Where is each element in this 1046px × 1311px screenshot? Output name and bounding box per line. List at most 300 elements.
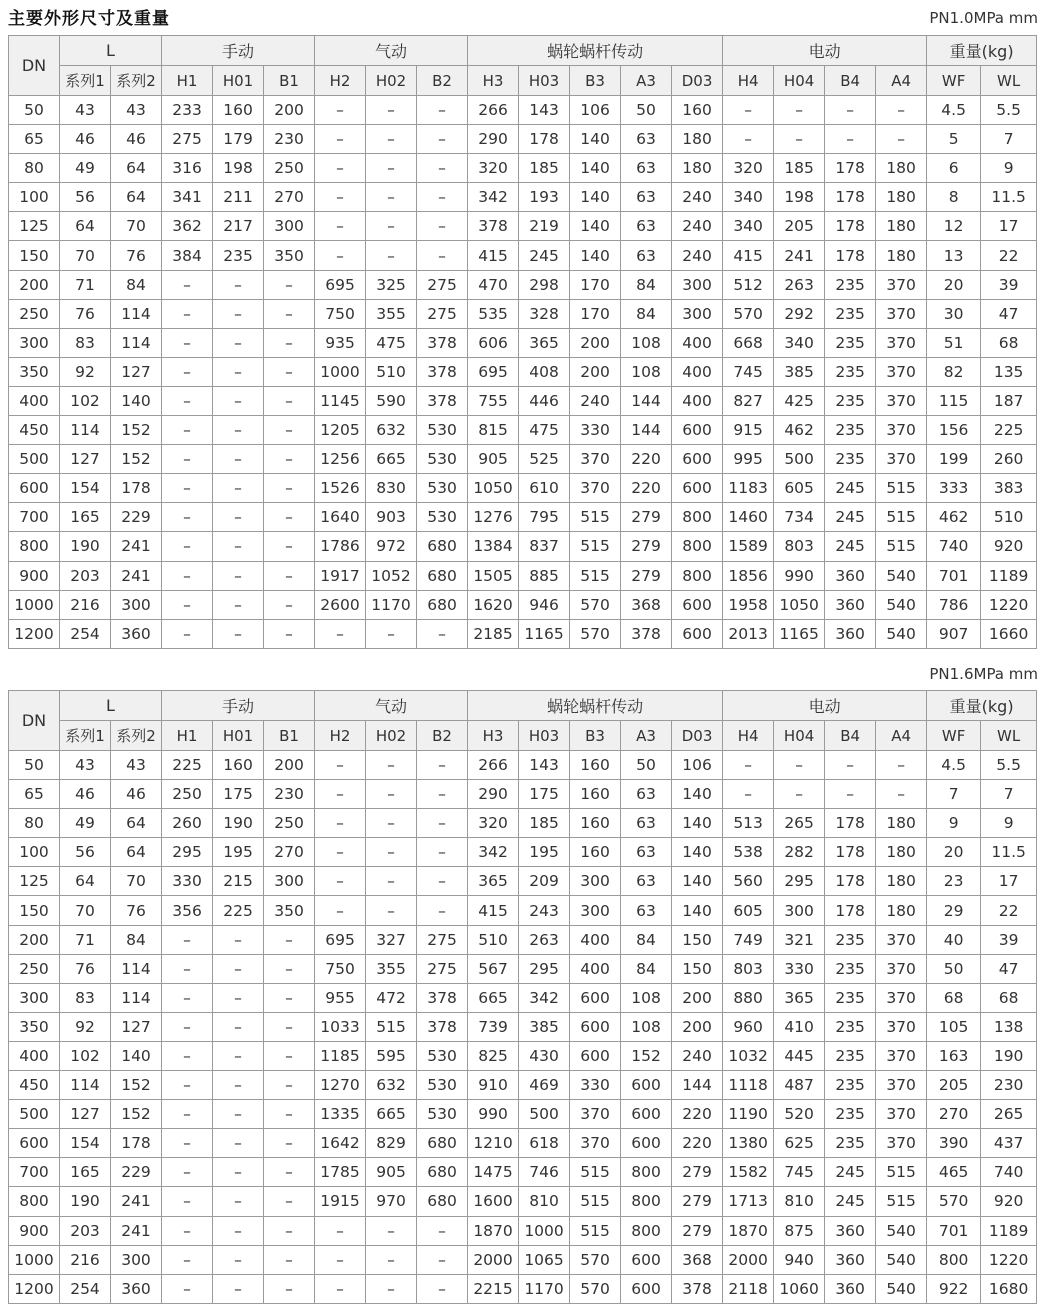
table-cell: 180 <box>876 183 927 212</box>
table-cell: 65 <box>9 125 60 154</box>
table-cell: 360 <box>825 1245 876 1274</box>
table-cell: 755 <box>468 386 519 415</box>
table-cell: – <box>162 590 213 619</box>
table-cell: 972 <box>366 532 417 561</box>
table-cell: 500 <box>9 445 60 474</box>
table-cell: 425 <box>774 386 825 415</box>
table-cell: 740 <box>981 1158 1037 1187</box>
table-cell: 340 <box>723 212 774 241</box>
table-row <box>9 532 1037 561</box>
table-cell: 430 <box>519 1041 570 1070</box>
table-cell: – <box>417 125 468 154</box>
table-cell: 960 <box>723 1012 774 1041</box>
table-cell: 415 <box>723 241 774 270</box>
table-cell: 515 <box>570 1216 621 1245</box>
table-cell: 915 <box>723 416 774 445</box>
table-cell: 469 <box>519 1071 570 1100</box>
table-cell: – <box>162 386 213 415</box>
table-cell: 11.5 <box>981 183 1037 212</box>
table-row <box>9 386 1037 415</box>
table-cell: 300 <box>672 299 723 328</box>
table-cell: 1640 <box>315 503 366 532</box>
table-cell: 362 <box>162 212 213 241</box>
table-cell: 632 <box>366 1071 417 1100</box>
table-cell: 263 <box>519 925 570 954</box>
table-row <box>9 357 1037 386</box>
table-cell: 739 <box>468 1012 519 1041</box>
table-cell: 749 <box>723 925 774 954</box>
table-cell: 46 <box>111 780 162 809</box>
table-cell: 76 <box>60 299 111 328</box>
table-cell: 800 <box>621 1216 672 1245</box>
header-sub-cell: B1 <box>264 66 315 96</box>
table-cell: 400 <box>570 925 621 954</box>
header-sub-cell: H03 <box>519 721 570 751</box>
table-cell: 590 <box>366 386 417 415</box>
table-cell: 462 <box>774 416 825 445</box>
header-group-l: L <box>60 691 162 721</box>
header-sub-cell: H1 <box>162 721 213 751</box>
header-dn: DN <box>9 36 60 96</box>
table-cell: 220 <box>672 1100 723 1129</box>
table-cell: 200 <box>264 751 315 780</box>
table-cell: 700 <box>9 503 60 532</box>
table-cell: 800 <box>672 561 723 590</box>
table-cell: 263 <box>774 270 825 299</box>
table-cell: – <box>264 299 315 328</box>
table-cell: 356 <box>162 896 213 925</box>
table-cell: 530 <box>417 1071 468 1100</box>
table-cell: 695 <box>315 925 366 954</box>
table-cell: 378 <box>468 212 519 241</box>
table-cell: 178 <box>825 241 876 270</box>
table-cell: 240 <box>570 386 621 415</box>
table-cell: 198 <box>774 183 825 212</box>
table-row <box>9 780 1037 809</box>
table-cell: 220 <box>672 1129 723 1158</box>
table-cell: 378 <box>672 1274 723 1303</box>
table-cell: – <box>213 925 264 954</box>
table-cell: – <box>264 561 315 590</box>
table-cell: 605 <box>723 896 774 925</box>
table-cell: – <box>366 809 417 838</box>
table-cell: 437 <box>981 1129 1037 1158</box>
table-cell: – <box>213 561 264 590</box>
table-cell: – <box>366 154 417 183</box>
table-cell: – <box>162 619 213 648</box>
table-cell: 360 <box>111 1274 162 1303</box>
table-cell: 180 <box>876 809 927 838</box>
table-cell: – <box>264 1012 315 1041</box>
table-cell: 190 <box>213 809 264 838</box>
table-cell: 279 <box>621 503 672 532</box>
table-cell: 1870 <box>723 1216 774 1245</box>
table-cell: 1384 <box>468 532 519 561</box>
table-cell: 160 <box>570 838 621 867</box>
table-row <box>9 241 1037 270</box>
table-cell: 152 <box>111 1100 162 1129</box>
table-cell: 540 <box>876 1274 927 1303</box>
table-cell: – <box>366 896 417 925</box>
table-cell: 540 <box>876 619 927 648</box>
table-cell: – <box>315 780 366 809</box>
table-cell: 203 <box>60 1216 111 1245</box>
table-cell: 1270 <box>315 1071 366 1100</box>
table-cell: – <box>162 1245 213 1274</box>
table-cell: 279 <box>621 532 672 561</box>
table-cell: 560 <box>723 867 774 896</box>
table-cell: 1033 <box>315 1012 366 1041</box>
table-cell: 595 <box>366 1041 417 1070</box>
table-cell: 320 <box>723 154 774 183</box>
table-cell: – <box>264 532 315 561</box>
table-cell: – <box>162 983 213 1012</box>
table-cell: – <box>162 925 213 954</box>
table-cell: 225 <box>162 751 213 780</box>
table-cell: 83 <box>60 328 111 357</box>
header-sub-cell: H02 <box>366 721 417 751</box>
table-cell: – <box>876 751 927 780</box>
table-cell: 250 <box>9 954 60 983</box>
table-cell: 408 <box>519 357 570 386</box>
table-row <box>9 867 1037 896</box>
table-cell: 12 <box>927 212 981 241</box>
table-cell: 250 <box>162 780 213 809</box>
table-cell: – <box>213 532 264 561</box>
table-cell: 266 <box>468 96 519 125</box>
table-cell: 43 <box>111 96 162 125</box>
table-cell: 750 <box>315 299 366 328</box>
table-cell: 175 <box>519 780 570 809</box>
table-cell: 530 <box>417 1100 468 1129</box>
table-cell: 127 <box>111 357 162 386</box>
table-cell: 1786 <box>315 532 366 561</box>
table-cell: 1185 <box>315 1041 366 1070</box>
table-cell: – <box>366 241 417 270</box>
table-cell: 475 <box>366 328 417 357</box>
table-cell: 144 <box>621 416 672 445</box>
table-cell: 216 <box>60 590 111 619</box>
table-cell: – <box>162 416 213 445</box>
table-cell: – <box>213 299 264 328</box>
table-cell: 180 <box>672 154 723 183</box>
table-cell: 795 <box>519 503 570 532</box>
table-cell: 1190 <box>723 1100 774 1129</box>
table-cell: – <box>162 1100 213 1129</box>
table-cell: 50 <box>927 954 981 983</box>
table-row <box>9 1158 1037 1187</box>
table-cell: 150 <box>672 925 723 954</box>
table-cell: 487 <box>774 1071 825 1100</box>
header-sub-cell: H2 <box>315 66 366 96</box>
table-cell: 330 <box>162 867 213 896</box>
table-cell: 803 <box>774 532 825 561</box>
table-cell: 250 <box>9 299 60 328</box>
table-cell: 243 <box>519 896 570 925</box>
table-cell: 17 <box>981 867 1037 896</box>
table-cell: 64 <box>111 838 162 867</box>
table-cell: 165 <box>60 503 111 532</box>
table-cell: 360 <box>825 1216 876 1245</box>
table-cell: 220 <box>621 445 672 474</box>
table-cell: 216 <box>60 1245 111 1274</box>
table-cell: 106 <box>570 96 621 125</box>
header-group-pneumatic: 气动 <box>315 36 468 66</box>
table-cell: 370 <box>876 1012 927 1041</box>
table-cell: 1210 <box>468 1129 519 1158</box>
table-cell: 462 <box>927 503 981 532</box>
table-cell: 200 <box>672 1012 723 1041</box>
table-cell: 600 <box>672 619 723 648</box>
table-cell: 140 <box>672 838 723 867</box>
table-cell: 600 <box>621 1129 672 1158</box>
table-cell: 170 <box>570 299 621 328</box>
table-cell: 245 <box>825 1187 876 1216</box>
table-cell: 940 <box>774 1245 825 1274</box>
table-cell: 990 <box>468 1100 519 1129</box>
table-cell: – <box>264 1274 315 1303</box>
table-cell: 140 <box>111 1041 162 1070</box>
table-cell: 180 <box>876 241 927 270</box>
table-cell: 300 <box>264 867 315 896</box>
table-cell: 378 <box>417 983 468 1012</box>
header-sub-cell: H03 <box>519 66 570 96</box>
table-cell: 370 <box>876 416 927 445</box>
table-cell: 385 <box>519 1012 570 1041</box>
table-cell: 125 <box>9 867 60 896</box>
table-cell: 140 <box>570 241 621 270</box>
table-cell: 500 <box>774 445 825 474</box>
table-cell: 76 <box>60 954 111 983</box>
table-cell: – <box>315 1216 366 1245</box>
table-cell: 83 <box>60 983 111 1012</box>
header-sub-cell: A4 <box>876 721 927 751</box>
table-row <box>9 561 1037 590</box>
table-cell: 530 <box>417 474 468 503</box>
header-sub-cell: 系列2 <box>111 721 162 751</box>
table-cell: 520 <box>774 1100 825 1129</box>
table-cell: 127 <box>111 1012 162 1041</box>
table-cell: – <box>315 212 366 241</box>
table-cell: 279 <box>621 561 672 590</box>
table-cell: – <box>162 1041 213 1070</box>
table-cell: 150 <box>672 954 723 983</box>
table-cell: 360 <box>825 590 876 619</box>
table-cell: 300 <box>570 867 621 896</box>
table-cell: 300 <box>774 896 825 925</box>
table-cell: 570 <box>723 299 774 328</box>
table-row <box>9 270 1037 299</box>
table-cell: – <box>876 96 927 125</box>
header-sub-cell: 系列1 <box>60 721 111 751</box>
table-cell: – <box>366 96 417 125</box>
table-cell: 225 <box>981 416 1037 445</box>
table-cell: – <box>264 328 315 357</box>
table-cell: 1200 <box>9 619 60 648</box>
table-cell: 5.5 <box>981 96 1037 125</box>
table-cell: 300 <box>570 896 621 925</box>
table-cell: 745 <box>774 1158 825 1187</box>
table-cell: 254 <box>60 1274 111 1303</box>
table-cell: – <box>213 270 264 299</box>
table-row <box>9 983 1037 1012</box>
table-cell: 292 <box>774 299 825 328</box>
table-cell: 200 <box>672 983 723 1012</box>
table-cell: 200 <box>570 328 621 357</box>
table-cell: 470 <box>468 270 519 299</box>
table-cell: 370 <box>876 925 927 954</box>
table-cell: 1680 <box>981 1274 1037 1303</box>
table-cell: 240 <box>672 183 723 212</box>
table-cell: 355 <box>366 299 417 328</box>
table-cell: 325 <box>366 270 417 299</box>
table-cell: – <box>417 212 468 241</box>
table-cell: 241 <box>111 1187 162 1216</box>
table-cell: 400 <box>9 1041 60 1070</box>
table-cell: 235 <box>825 386 876 415</box>
table-cell: 140 <box>111 386 162 415</box>
table-cell: – <box>264 1071 315 1100</box>
table-cell: 800 <box>9 532 60 561</box>
table-cell: – <box>264 1187 315 1216</box>
table-cell: – <box>264 925 315 954</box>
header-sub-row <box>9 721 1037 751</box>
table-cell: 17 <box>981 212 1037 241</box>
table-cell: 400 <box>672 386 723 415</box>
table-cell: 140 <box>672 896 723 925</box>
table-cell: 241 <box>111 532 162 561</box>
table-cell: 384 <box>162 241 213 270</box>
table-cell: 530 <box>417 445 468 474</box>
table-cell: 220 <box>621 474 672 503</box>
table-cell: 825 <box>468 1041 519 1070</box>
table-cell: 106 <box>672 751 723 780</box>
table-cell: 365 <box>519 328 570 357</box>
table-cell: 368 <box>621 590 672 619</box>
table-cell: 695 <box>468 357 519 386</box>
table-cell: 600 <box>672 416 723 445</box>
table-cell: 370 <box>876 270 927 299</box>
header-sub-cell: A4 <box>876 66 927 96</box>
header-group-worm-gear: 蜗轮蜗杆传动 <box>468 36 723 66</box>
header-sub-cell: H02 <box>366 66 417 96</box>
table-cell: 254 <box>60 619 111 648</box>
table-cell: 5 <box>927 125 981 154</box>
table-cell: 515 <box>876 1187 927 1216</box>
table-cell: 815 <box>468 416 519 445</box>
table-cell: 800 <box>672 532 723 561</box>
table-cell: 125 <box>9 212 60 241</box>
table-cell: 610 <box>519 474 570 503</box>
table-cell: 1460 <box>723 503 774 532</box>
table-cell: 800 <box>621 1158 672 1187</box>
table-cell: 76 <box>111 241 162 270</box>
table-cell: 84 <box>111 270 162 299</box>
table-cell: 570 <box>570 590 621 619</box>
table-cell: – <box>366 125 417 154</box>
table-cell: 115 <box>927 386 981 415</box>
table-cell: 235 <box>825 328 876 357</box>
table-cell: 1050 <box>774 590 825 619</box>
table-cell: 1000 <box>315 357 366 386</box>
table-cell: 510 <box>981 503 1037 532</box>
table-cell: – <box>213 1158 264 1187</box>
table-cell: 2118 <box>723 1274 774 1303</box>
table-cell: 512 <box>723 270 774 299</box>
table-cell: 65 <box>9 780 60 809</box>
header-sub-cell: WL <box>981 721 1037 751</box>
table-row <box>9 474 1037 503</box>
table-cell: 900 <box>9 561 60 590</box>
table-cell: 540 <box>876 590 927 619</box>
table-cell: 180 <box>876 154 927 183</box>
table-cell: 235 <box>825 357 876 386</box>
table-cell: 1050 <box>468 474 519 503</box>
table-cell: 680 <box>417 1187 468 1216</box>
table-cell: 235 <box>825 1012 876 1041</box>
table-cell: 385 <box>774 357 825 386</box>
table-cell: 606 <box>468 328 519 357</box>
table-cell: 266 <box>468 751 519 780</box>
table-cell: 350 <box>264 241 315 270</box>
table-cell: – <box>213 474 264 503</box>
table-cell: – <box>162 328 213 357</box>
table-cell: 342 <box>468 838 519 867</box>
table-cell: – <box>213 954 264 983</box>
table-cell: 1589 <box>723 532 774 561</box>
table-cell: 63 <box>621 125 672 154</box>
table-cell: 535 <box>468 299 519 328</box>
table-cell: 9 <box>981 154 1037 183</box>
table-cell: 76 <box>111 896 162 925</box>
table-cell: 370 <box>876 445 927 474</box>
table-cell: 1052 <box>366 561 417 590</box>
table-cell: 68 <box>981 983 1037 1012</box>
table-row <box>9 1100 1037 1129</box>
table-cell: 4.5 <box>927 751 981 780</box>
table-cell: 680 <box>417 1158 468 1187</box>
table-cell: 370 <box>570 445 621 474</box>
table-cell: – <box>213 1274 264 1303</box>
table-cell: 680 <box>417 1129 468 1158</box>
header-sub-cell: H3 <box>468 721 519 751</box>
table-row <box>9 809 1037 838</box>
table-cell: 2000 <box>468 1245 519 1274</box>
header-sub-row <box>9 66 1037 96</box>
table-cell: 260 <box>981 445 1037 474</box>
table-cell: 7 <box>927 780 981 809</box>
table-cell: 600 <box>672 445 723 474</box>
table-cell: 235 <box>825 1129 876 1158</box>
table-cell: – <box>366 619 417 648</box>
table-cell: 1620 <box>468 590 519 619</box>
table-cell: 56 <box>60 838 111 867</box>
table-cell: 138 <box>981 1012 1037 1041</box>
table-cell: 140 <box>672 867 723 896</box>
table-cell: 200 <box>9 925 60 954</box>
table-cell: 22 <box>981 241 1037 270</box>
table-cell: 47 <box>981 954 1037 983</box>
table-cell: 1000 <box>9 590 60 619</box>
table-cell: 900 <box>9 1216 60 1245</box>
table-cell: 290 <box>468 125 519 154</box>
table-cell: 400 <box>672 357 723 386</box>
table-cell: 320 <box>468 154 519 183</box>
table-cell: 178 <box>825 838 876 867</box>
table-cell: – <box>162 1012 213 1041</box>
table-cell: 450 <box>9 1071 60 1100</box>
table-cell: 740 <box>927 532 981 561</box>
